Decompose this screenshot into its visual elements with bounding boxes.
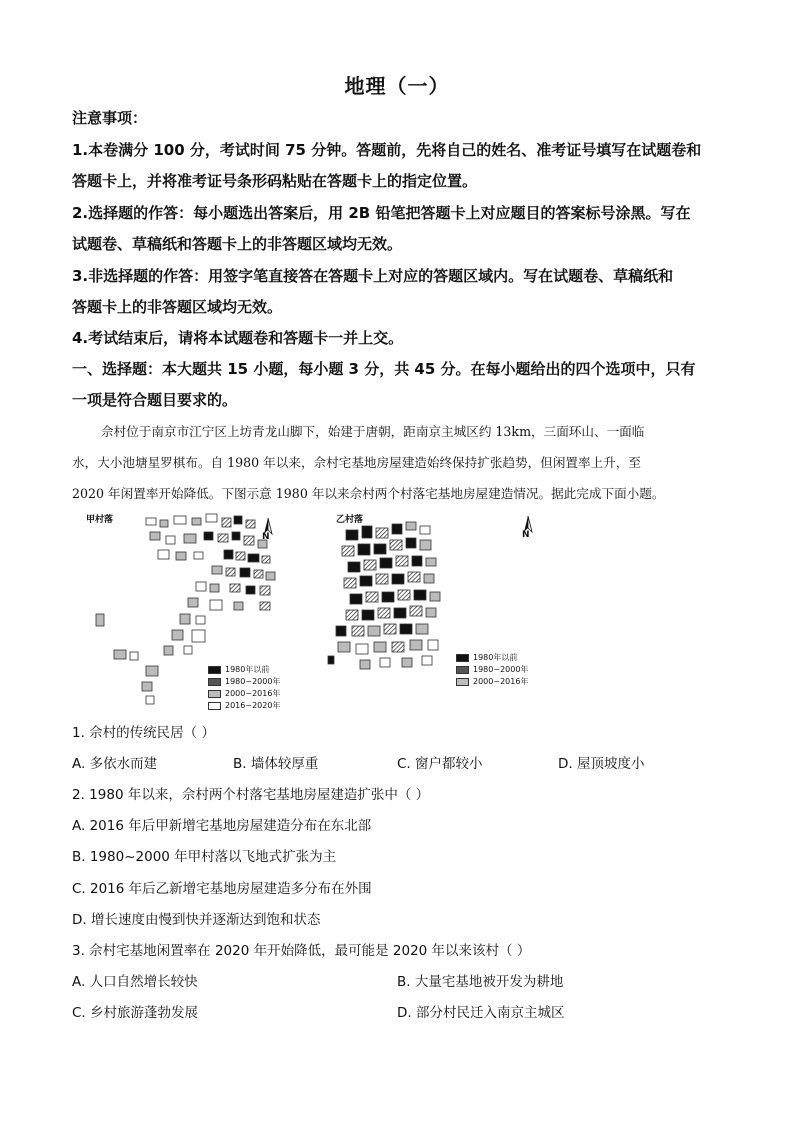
north-label: N bbox=[522, 530, 530, 540]
notice-line: 2.选择题的作答：每小题选出答案后，用 2B 铅笔把答题卡上对应题目的答案标号涂黑。写在 bbox=[72, 204, 691, 222]
notice-line: 答题卡上的非答题区域均无效。 bbox=[72, 298, 283, 316]
question-3-stem: 3. 佘村宅基地闲置率在 2020 年开始降低，最可能是 2020 年以来该村（ ） bbox=[72, 943, 531, 959]
left-map-legend bbox=[208, 664, 280, 712]
legend-item: 1980年以前 bbox=[456, 652, 528, 664]
q2-option-b[interactable]: B. 1980~2000 年甲村落以飞地式扩张为主 bbox=[72, 849, 337, 865]
notice-line: 答题卡上，并将准考证号条形码粘贴在答题卡上的指定位置。 bbox=[72, 172, 478, 190]
q1-option-b[interactable]: B. 墙体较厚重 bbox=[233, 756, 319, 772]
section-heading: 一项是符合题目要求的。 bbox=[72, 391, 238, 409]
q3-option-c[interactable]: C. 乡村旅游蓬勃发展 bbox=[72, 1005, 199, 1021]
notice-line: 试题卷、草稿纸和答题卡上的非答题区域均无效。 bbox=[72, 235, 403, 253]
notice-line: 3.非选择题的作答：用签字笔直接答在答题卡上对应的答题区域内。写在试题卷、草稿纸和 bbox=[72, 267, 674, 285]
page-title: 地理（一） bbox=[344, 74, 450, 98]
q2-option-c[interactable]: C. 2016 年后乙新增宅基地房屋建造多分布在外围 bbox=[72, 881, 372, 897]
q3-option-b[interactable]: B. 大量宅基地被开发为耕地 bbox=[397, 974, 564, 990]
q2-option-a[interactable]: A. 2016 年后甲新增宅基地房屋建造分布在东北部 bbox=[72, 818, 372, 834]
right-map-legend bbox=[456, 652, 528, 688]
legend-item: 2000~2016年 bbox=[456, 676, 528, 688]
q1-option-a[interactable]: A. 多依水而建 bbox=[72, 756, 158, 772]
map-left-label: 甲村落 bbox=[86, 515, 114, 525]
q3-option-d[interactable]: D. 部分村民迁入南京主城区 bbox=[397, 1005, 565, 1021]
legend-item: 2000~2016年 bbox=[208, 688, 280, 700]
map-right-label: 乙村落 bbox=[336, 515, 364, 525]
right-village-buildings bbox=[328, 522, 440, 669]
legend-item: 1980~2000年 bbox=[456, 664, 528, 676]
legend-item: 2016~2020年 bbox=[208, 700, 280, 712]
notice-line: 1.本卷满分 100 分，考试时间 75 分钟。答题前，先将自己的姓名、准考证号填写在试题卷和 bbox=[72, 141, 702, 159]
passage-line: 2020 年闲置率开始降低。下图示意 1980 年以来佘村两个村落宅基地房屋建造情况。据此完成下面小题。 bbox=[72, 486, 665, 501]
passage-line: 佘村位于南京市江宁区上坊青龙山脚下，始建于唐朝，距南京主城区约 13km，三面环山、一面临 bbox=[101, 424, 645, 439]
section-heading: 一、选择题：本大题共 15 小题，每小题 3 分，共 45 分。在每小题给出的四个选项中，只有 bbox=[72, 360, 696, 378]
q1-option-d[interactable]: D. 屋顶坡度小 bbox=[558, 756, 645, 772]
question-2-stem: 2. 1980 年以来，佘村两个村落宅基地房屋建造扩张中（ ） bbox=[72, 787, 430, 803]
question-1-stem: 1. 佘村的传统民居（ ） bbox=[72, 725, 215, 741]
north-label: N bbox=[262, 532, 270, 542]
village-maps-figure bbox=[84, 506, 544, 714]
notice-heading: 注意事项： bbox=[72, 109, 148, 127]
passage-line: 水，大小池塘星罗棋布。自 1980 年以来，佘村宅基地房屋建造始终保持扩张趋势，但闲置率上升，至 bbox=[72, 455, 641, 470]
notice-line: 4.考试结束后，请将本试题卷和答题卡一并上交。 bbox=[72, 329, 404, 347]
q3-option-a[interactable]: A. 人口自然增长较快 bbox=[72, 974, 198, 990]
q1-option-c[interactable]: C. 窗户都较小 bbox=[397, 756, 483, 772]
legend-item: 1980年以前 bbox=[208, 664, 280, 676]
legend-item: 1980~2000年 bbox=[208, 676, 280, 688]
q2-option-d[interactable]: D. 增长速度由慢到快并逐渐达到饱和状态 bbox=[72, 912, 321, 928]
